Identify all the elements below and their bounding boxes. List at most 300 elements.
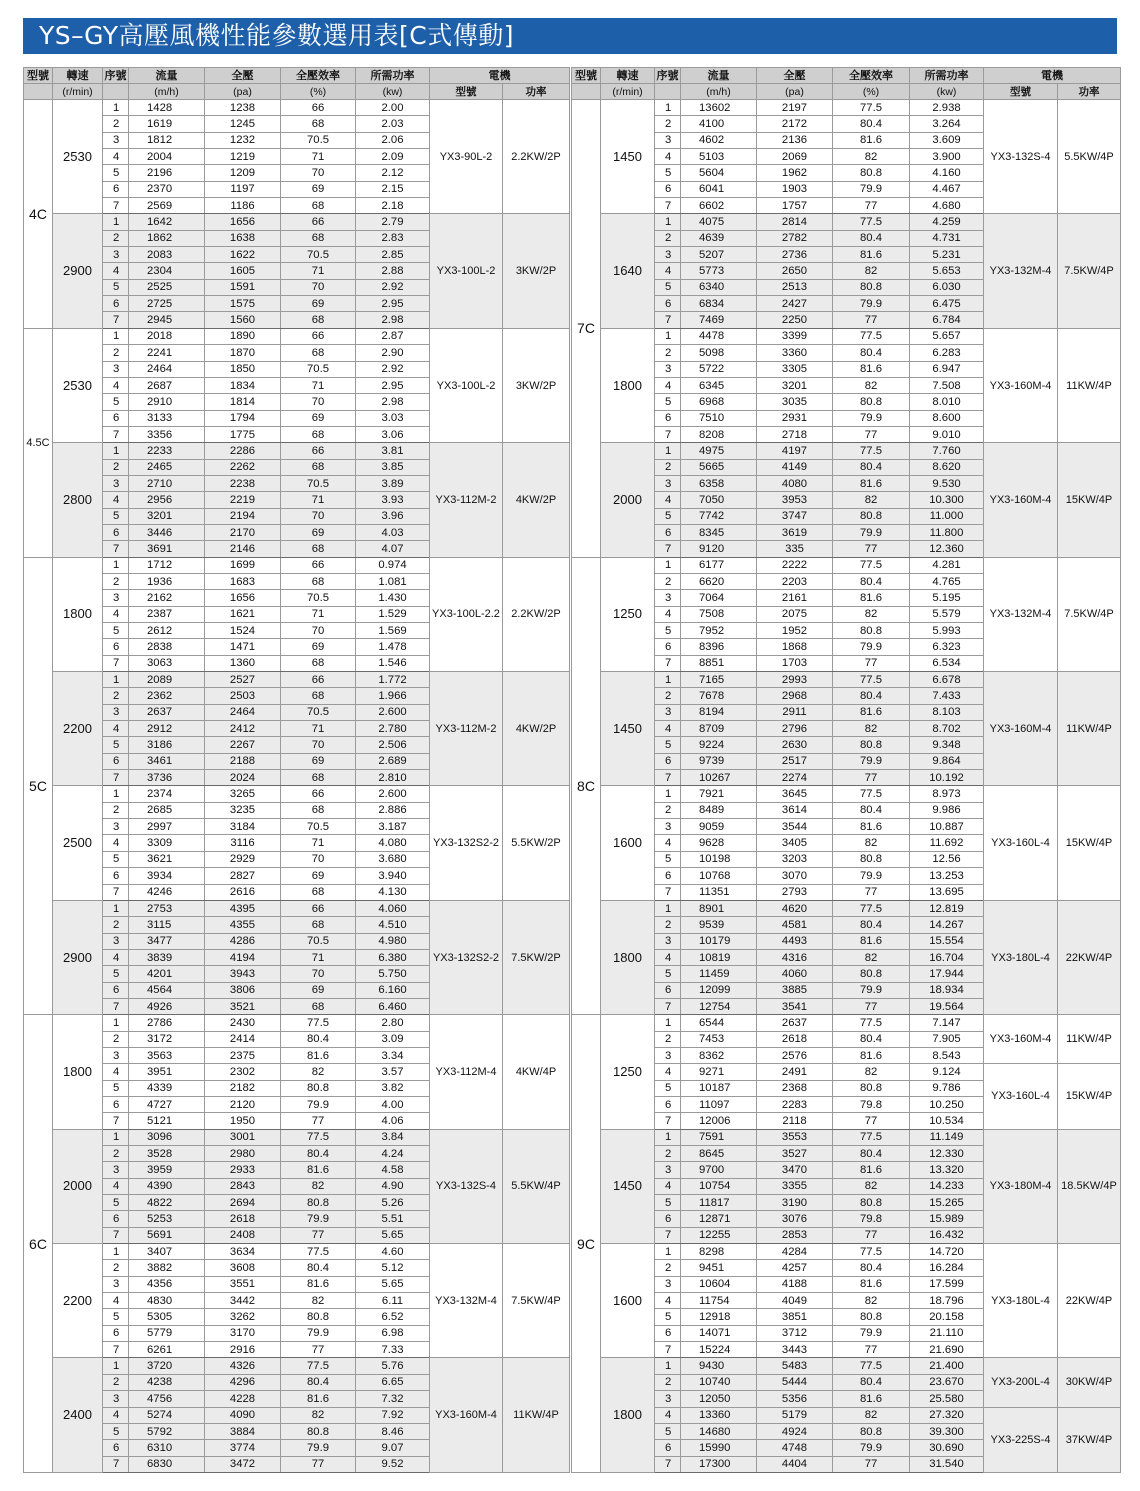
- seq-cell: 5: [655, 1080, 681, 1096]
- flow-cell: 2687: [129, 377, 205, 393]
- speed-cell: 1800: [601, 328, 655, 442]
- power-cell: 3.96: [356, 508, 430, 524]
- power-cell: 6.947: [910, 361, 984, 377]
- efficiency-cell: 80.4: [833, 230, 910, 246]
- flow-cell: 17300: [681, 1456, 757, 1472]
- pressure-cell: 1890: [205, 328, 281, 344]
- power-cell: 4.731: [910, 230, 984, 246]
- pressure-cell: 2843: [205, 1178, 281, 1194]
- motor-type-cell: YX3-160L-4: [984, 786, 1058, 900]
- flow-cell: 3951: [129, 1064, 205, 1080]
- efficiency-cell: 80.4: [281, 1146, 356, 1162]
- power-cell: 7.508: [910, 377, 984, 393]
- efficiency-cell: 69: [281, 181, 356, 197]
- efficiency-cell: 80.4: [833, 345, 910, 361]
- pressure-cell: 2203: [757, 573, 833, 589]
- power-cell: 2.92: [356, 361, 430, 377]
- seq-cell: 5: [103, 737, 129, 753]
- power-cell: 1.478: [356, 639, 430, 655]
- efficiency-cell: 77.5: [281, 1358, 356, 1374]
- seq-cell: 3: [103, 1276, 129, 1292]
- motor-type-cell: YX3-160L-4: [984, 1064, 1058, 1129]
- pressure-cell: 2120: [205, 1096, 281, 1112]
- seq-cell: 3: [655, 1047, 681, 1063]
- efficiency-cell: 68: [281, 541, 356, 557]
- power-cell: 2.886: [356, 802, 430, 818]
- flow-cell: 2786: [129, 1015, 205, 1031]
- efficiency-cell: 80.4: [833, 1374, 910, 1390]
- pressure-cell: 2793: [757, 884, 833, 900]
- motor-type-cell: YX3-100L-2.2: [430, 557, 503, 671]
- efficiency-cell: 80.4: [833, 116, 910, 132]
- seq-cell: 1: [103, 900, 129, 916]
- power-cell: 14.233: [910, 1178, 984, 1194]
- power-cell: 4.24: [356, 1146, 430, 1162]
- seq-cell: 1: [103, 443, 129, 459]
- seq-cell: 2: [655, 230, 681, 246]
- seq-cell: 6: [655, 753, 681, 769]
- flow-cell: 4564: [129, 982, 205, 998]
- power-cell: 9.124: [910, 1064, 984, 1080]
- power-cell: 7.147: [910, 1015, 984, 1031]
- power-cell: 1.966: [356, 688, 430, 704]
- flow-cell: 5773: [681, 263, 757, 279]
- seq-cell: 3: [655, 361, 681, 377]
- seq-cell: 5: [103, 623, 129, 639]
- pressure-cell: 2827: [205, 868, 281, 884]
- efficiency-cell: 79.9: [833, 296, 910, 312]
- flow-cell: 2725: [129, 296, 205, 312]
- power-cell: 4.080: [356, 835, 430, 851]
- power-cell: 1.569: [356, 623, 430, 639]
- flow-cell: 5691: [129, 1227, 205, 1243]
- power-cell: 12.360: [910, 541, 984, 557]
- pressure-cell: 1757: [757, 198, 833, 214]
- seq-cell: 2: [103, 345, 129, 361]
- seq-cell: 1: [655, 214, 681, 230]
- pressure-cell: 1219: [205, 149, 281, 165]
- col-header-seq: 序號: [656, 69, 679, 82]
- col-header-power: 所需功率: [910, 68, 984, 84]
- flow-cell: 12754: [681, 998, 757, 1014]
- speed-cell: 1640: [601, 214, 655, 328]
- motor-power-cell: 15KW/4P: [1058, 786, 1121, 900]
- seq-cell: 5: [103, 394, 129, 410]
- efficiency-cell: 66: [281, 328, 356, 344]
- efficiency-cell: 77: [281, 1342, 356, 1358]
- pressure-cell: 1197: [205, 181, 281, 197]
- flow-cell: 2083: [129, 247, 205, 263]
- flow-cell: 4478: [681, 328, 757, 344]
- efficiency-cell: 81.6: [833, 475, 910, 491]
- pressure-cell: 2161: [757, 590, 833, 606]
- flow-cell: 10740: [681, 1374, 757, 1390]
- efficiency-cell: 80.8: [833, 1423, 910, 1439]
- motor-type-cell: YX3-132S-4: [984, 100, 1058, 214]
- power-cell: 2.88: [356, 263, 430, 279]
- pressure-cell: 2197: [757, 100, 833, 116]
- flow-cell: 2910: [129, 394, 205, 410]
- power-cell: 4.07: [356, 541, 430, 557]
- efficiency-cell: 81.6: [281, 1276, 356, 1292]
- seq-cell: 6: [655, 1096, 681, 1112]
- flow-cell: 14680: [681, 1423, 757, 1439]
- flow-cell: 2838: [129, 639, 205, 655]
- speed-cell: 2400: [53, 1358, 103, 1472]
- motor-type-cell: YX3-225S-4: [984, 1407, 1058, 1472]
- pressure-cell: 4049: [757, 1293, 833, 1309]
- pressure-cell: 3614: [757, 802, 833, 818]
- table-row: [24, 1129, 570, 1145]
- seq-cell: 2: [103, 802, 129, 818]
- motor-power-cell: 5.5KW/2P: [503, 786, 570, 900]
- pressure-cell: 1209: [205, 165, 281, 181]
- motor-type-cell: YX3-160M-4: [430, 1358, 503, 1472]
- pressure-cell: 4395: [205, 900, 281, 916]
- flow-cell: 12006: [681, 1113, 757, 1129]
- pressure-cell: 3235: [205, 802, 281, 818]
- seq-cell: 6: [655, 1440, 681, 1456]
- flow-cell: 3309: [129, 835, 205, 851]
- seq-cell: 2: [103, 116, 129, 132]
- unit-power: (kw): [356, 84, 430, 100]
- power-cell: 9.864: [910, 753, 984, 769]
- power-cell: 11.000: [910, 508, 984, 524]
- flow-cell: 7064: [681, 590, 757, 606]
- power-cell: 39.300: [910, 1423, 984, 1439]
- power-cell: 13.695: [910, 884, 984, 900]
- efficiency-cell: 77.5: [833, 1358, 910, 1374]
- efficiency-cell: 82: [833, 263, 910, 279]
- pressure-cell: 2170: [205, 524, 281, 540]
- flow-cell: 4201: [129, 966, 205, 982]
- power-cell: 7.905: [910, 1031, 984, 1047]
- flow-cell: 13360: [681, 1407, 757, 1423]
- flow-cell: 11754: [681, 1293, 757, 1309]
- seq-cell: 7: [103, 1456, 129, 1472]
- seq-cell: 3: [655, 590, 681, 606]
- flow-cell: 2685: [129, 802, 205, 818]
- pressure-cell: 1868: [757, 639, 833, 655]
- seq-cell: 3: [103, 819, 129, 835]
- pressure-cell: 2931: [757, 410, 833, 426]
- col-header-model: 型號: [572, 68, 601, 84]
- efficiency-cell: 68: [281, 998, 356, 1014]
- power-cell: 9.986: [910, 802, 984, 818]
- efficiency-cell: 70: [281, 508, 356, 524]
- pressure-cell: 3076: [757, 1211, 833, 1227]
- efficiency-cell: 77.5: [833, 328, 910, 344]
- flow-cell: 3959: [129, 1162, 205, 1178]
- power-cell: 2.09: [356, 149, 430, 165]
- pressure-cell: 2718: [757, 426, 833, 442]
- table-row: [572, 672, 1121, 688]
- flow-cell: 9271: [681, 1064, 757, 1080]
- seq-cell: 4: [655, 149, 681, 165]
- efficiency-cell: 71: [281, 721, 356, 737]
- flow-cell: 9059: [681, 819, 757, 835]
- flow-cell: 2162: [129, 590, 205, 606]
- flow-cell: 3201: [129, 508, 205, 524]
- seq-cell: 4: [103, 835, 129, 851]
- motor-type-cell: YX3-112M-2: [430, 443, 503, 557]
- power-cell: 2.689: [356, 753, 430, 769]
- pressure-cell: 3265: [205, 786, 281, 802]
- seq-cell: 4: [103, 377, 129, 393]
- flow-cell: 1712: [129, 557, 205, 573]
- pressure-cell: 2024: [205, 770, 281, 786]
- efficiency-cell: 79.9: [833, 639, 910, 655]
- pressure-cell: 1834: [205, 377, 281, 393]
- flow-cell: 10819: [681, 949, 757, 965]
- power-cell: 30.690: [910, 1440, 984, 1456]
- pressure-cell: 3190: [757, 1195, 833, 1211]
- seq-cell: 5: [655, 165, 681, 181]
- flow-cell: 3720: [129, 1358, 205, 1374]
- motor-type-cell: YX3-132M-4: [430, 1244, 503, 1358]
- flow-cell: 6602: [681, 198, 757, 214]
- pressure-cell: 4296: [205, 1374, 281, 1390]
- seq-cell: 6: [655, 982, 681, 998]
- seq-cell: 4: [103, 492, 129, 508]
- seq-cell: 5: [103, 1195, 129, 1211]
- unit-blank: [655, 84, 681, 100]
- flow-cell: 5098: [681, 345, 757, 361]
- power-cell: 3.900: [910, 149, 984, 165]
- power-cell: 21.690: [910, 1342, 984, 1358]
- pressure-cell: 2188: [205, 753, 281, 769]
- efficiency-cell: 77.5: [281, 1129, 356, 1145]
- efficiency-cell: 81.6: [833, 132, 910, 148]
- pressure-cell: 2146: [205, 541, 281, 557]
- seq-cell: 7: [655, 1227, 681, 1243]
- seq-cell: 1: [103, 1358, 129, 1374]
- power-cell: 3.89: [356, 475, 430, 491]
- power-cell: 6.784: [910, 312, 984, 328]
- performance-table: [23, 67, 570, 1473]
- motor-type-cell: YX3-112M-2: [430, 672, 503, 786]
- efficiency-cell: 66: [281, 557, 356, 573]
- pressure-cell: 1186: [205, 198, 281, 214]
- flow-cell: 2956: [129, 492, 205, 508]
- power-cell: 9.52: [356, 1456, 430, 1472]
- seq-cell: 1: [655, 786, 681, 802]
- pressure-cell: 1524: [205, 623, 281, 639]
- seq-cell: 7: [655, 541, 681, 557]
- power-cell: 2.06: [356, 132, 430, 148]
- efficiency-cell: 77: [281, 1456, 356, 1472]
- motor-power-cell: 11KW/4P: [1058, 1015, 1121, 1064]
- flow-cell: 4756: [129, 1391, 205, 1407]
- seq-cell: 7: [103, 1227, 129, 1243]
- pressure-cell: 1245: [205, 116, 281, 132]
- flow-cell: 3736: [129, 770, 205, 786]
- pressure-cell: 3262: [205, 1309, 281, 1325]
- seq-cell: 7: [655, 1113, 681, 1129]
- seq-cell: 1: [103, 1129, 129, 1145]
- flow-cell: 2569: [129, 198, 205, 214]
- flow-cell: 1936: [129, 573, 205, 589]
- seq-cell: 2: [103, 1146, 129, 1162]
- pressure-cell: 3553: [757, 1129, 833, 1145]
- flow-cell: 6358: [681, 475, 757, 491]
- power-cell: 3.06: [356, 426, 430, 442]
- flow-cell: 2089: [129, 672, 205, 688]
- flow-cell: 3186: [129, 737, 205, 753]
- flow-cell: 8194: [681, 704, 757, 720]
- pressure-cell: 1950: [205, 1113, 281, 1129]
- pressure-cell: 3943: [205, 966, 281, 982]
- pressure-cell: 4090: [205, 1407, 281, 1423]
- power-cell: 5.51: [356, 1211, 430, 1227]
- seq-cell: 5: [655, 1309, 681, 1325]
- pressure-cell: 1621: [205, 606, 281, 622]
- power-cell: 13.253: [910, 868, 984, 884]
- efficiency-cell: 79.8: [833, 1211, 910, 1227]
- efficiency-cell: 77: [833, 312, 910, 328]
- power-cell: 5.653: [910, 263, 984, 279]
- table-row: [572, 1064, 1121, 1080]
- seq-cell: 1: [655, 1015, 681, 1031]
- power-cell: 2.95: [356, 296, 430, 312]
- flow-cell: 3528: [129, 1146, 205, 1162]
- power-cell: 2.90: [356, 345, 430, 361]
- pressure-cell: 4316: [757, 949, 833, 965]
- efficiency-cell: 79.9: [281, 1440, 356, 1456]
- flow-cell: 9628: [681, 835, 757, 851]
- power-cell: 14.267: [910, 917, 984, 933]
- motor-power-cell: 4KW/2P: [503, 443, 570, 557]
- pressure-cell: 4060: [757, 966, 833, 982]
- power-cell: 2.92: [356, 279, 430, 295]
- pressure-cell: 2618: [757, 1031, 833, 1047]
- power-cell: 6.678: [910, 672, 984, 688]
- seq-cell: 5: [103, 966, 129, 982]
- power-cell: 4.06: [356, 1113, 430, 1129]
- pressure-cell: 4149: [757, 459, 833, 475]
- table-row: [572, 443, 1121, 459]
- power-cell: 8.46: [356, 1423, 430, 1439]
- efficiency-cell: 77.5: [833, 786, 910, 802]
- flow-cell: 10754: [681, 1178, 757, 1194]
- flow-cell: 5121: [129, 1113, 205, 1129]
- col-header-speed: 轉速: [53, 68, 103, 84]
- speed-cell: 1250: [601, 1015, 655, 1129]
- seq-cell: 1: [103, 100, 129, 116]
- power-cell: 3.609: [910, 132, 984, 148]
- pressure-cell: 2283: [757, 1096, 833, 1112]
- efficiency-cell: 79.9: [833, 1440, 910, 1456]
- pressure-cell: 1699: [205, 557, 281, 573]
- pressure-cell: 3747: [757, 508, 833, 524]
- flow-cell: 6310: [129, 1440, 205, 1456]
- pressure-cell: 4404: [757, 1456, 833, 1472]
- flow-cell: 2196: [129, 165, 205, 181]
- power-cell: 6.65: [356, 1374, 430, 1390]
- seq-cell: 1: [103, 328, 129, 344]
- efficiency-cell: 81.6: [281, 1391, 356, 1407]
- power-cell: 5.76: [356, 1358, 430, 1374]
- seq-cell: 7: [103, 998, 129, 1014]
- unit-pressure: (pa): [757, 84, 833, 100]
- efficiency-cell: 77.5: [833, 557, 910, 573]
- pressure-cell: 1471: [205, 639, 281, 655]
- flow-cell: 4100: [681, 116, 757, 132]
- seq-cell: 6: [655, 524, 681, 540]
- seq-cell: 2: [103, 688, 129, 704]
- efficiency-cell: 79.9: [281, 1325, 356, 1341]
- seq-cell: 3: [103, 704, 129, 720]
- flow-cell: 9539: [681, 917, 757, 933]
- col-header-model: 型號: [24, 68, 53, 84]
- pressure-cell: 2267: [205, 737, 281, 753]
- power-cell: 11.149: [910, 1129, 984, 1145]
- flow-cell: 2304: [129, 263, 205, 279]
- efficiency-cell: 81.6: [833, 704, 910, 720]
- power-cell: 5.12: [356, 1260, 430, 1276]
- efficiency-cell: 77.5: [833, 900, 910, 916]
- flow-cell: 3172: [129, 1031, 205, 1047]
- pressure-cell: 3070: [757, 868, 833, 884]
- flow-cell: 3691: [129, 541, 205, 557]
- pressure-cell: 3885: [757, 982, 833, 998]
- flow-cell: 13602: [681, 100, 757, 116]
- efficiency-cell: 68: [281, 770, 356, 786]
- flow-cell: 7921: [681, 786, 757, 802]
- efficiency-cell: 79.9: [833, 1325, 910, 1341]
- efficiency-cell: 80.8: [281, 1195, 356, 1211]
- pressure-cell: 2414: [205, 1031, 281, 1047]
- pressure-cell: 2368: [757, 1080, 833, 1096]
- seq-cell: 5: [103, 1423, 129, 1439]
- efficiency-cell: 81.6: [833, 590, 910, 606]
- pressure-cell: 2238: [205, 475, 281, 491]
- efficiency-cell: 77: [833, 884, 910, 900]
- power-cell: 10.534: [910, 1113, 984, 1129]
- pressure-cell: 2182: [205, 1080, 281, 1096]
- efficiency-cell: 69: [281, 296, 356, 312]
- speed-cell: 2530: [53, 100, 103, 214]
- pressure-cell: 2796: [757, 721, 833, 737]
- power-cell: 18.796: [910, 1293, 984, 1309]
- seq-cell: 3: [655, 1162, 681, 1178]
- efficiency-cell: 70: [281, 623, 356, 639]
- pressure-cell: 2929: [205, 851, 281, 867]
- seq-cell: 4: [655, 492, 681, 508]
- flow-cell: 4238: [129, 1374, 205, 1390]
- flow-cell: 4602: [681, 132, 757, 148]
- col-header-pressure: 全壓: [205, 68, 281, 84]
- flow-cell: 6345: [681, 377, 757, 393]
- pressure-cell: 3305: [757, 361, 833, 377]
- seq-cell: 2: [103, 573, 129, 589]
- seq-cell: 6: [103, 639, 129, 655]
- seq-cell: 4: [103, 949, 129, 965]
- efficiency-cell: 70.5: [281, 132, 356, 148]
- power-cell: 1.529: [356, 606, 430, 622]
- table-row: [24, 1358, 570, 1374]
- flow-cell: 5305: [129, 1309, 205, 1325]
- seq-cell: 1: [655, 1129, 681, 1145]
- pressure-cell: 5444: [757, 1374, 833, 1390]
- efficiency-cell: 80.4: [833, 688, 910, 704]
- power-cell: 3.93: [356, 492, 430, 508]
- flow-cell: 9120: [681, 541, 757, 557]
- pressure-cell: 1850: [205, 361, 281, 377]
- power-cell: 10.192: [910, 770, 984, 786]
- efficiency-cell: 66: [281, 443, 356, 459]
- col-header-seq: 序號: [104, 69, 127, 82]
